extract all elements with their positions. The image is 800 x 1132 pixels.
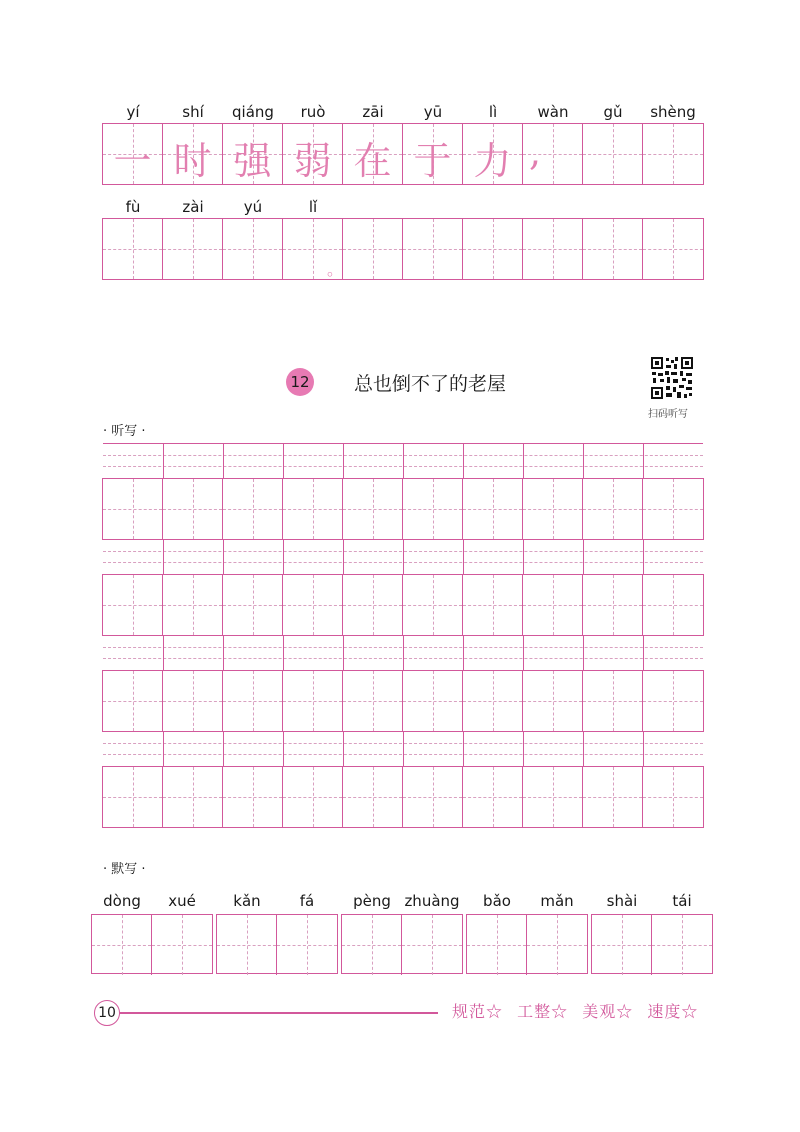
pinyin: qiáng (232, 103, 274, 121)
char-cell[interactable] (103, 767, 163, 827)
qr-caption: 扫码听写 (648, 409, 688, 420)
char-cell[interactable] (223, 479, 283, 539)
char-cell[interactable] (163, 575, 223, 635)
char-cell[interactable] (523, 671, 583, 731)
footer-divider (120, 1012, 438, 1014)
char-cell[interactable] (342, 915, 402, 975)
pinyin: kǎn (233, 892, 261, 910)
char-cell[interactable] (283, 671, 343, 731)
pinyin-writing-strip[interactable] (103, 731, 703, 767)
char-cell[interactable] (283, 219, 343, 279)
char-cell[interactable] (163, 219, 223, 279)
dictation-grid-row (102, 478, 704, 540)
pinyin: xué (168, 892, 196, 910)
criterion-neat[interactable]: 工整☆ (517, 1002, 569, 1021)
pinyin-writing-strip[interactable] (103, 539, 703, 575)
pinyin: ruò (300, 103, 326, 121)
char-cell[interactable] (643, 479, 703, 539)
char-cell[interactable] (283, 124, 343, 184)
qr-code-icon[interactable] (650, 356, 694, 400)
char-cell[interactable] (527, 915, 587, 975)
char-cell[interactable] (163, 671, 223, 731)
comma-char: , (529, 130, 542, 174)
char-cell[interactable] (343, 124, 403, 184)
char-cell[interactable] (103, 575, 163, 635)
char-cell[interactable] (103, 479, 163, 539)
char-cell[interactable] (283, 575, 343, 635)
char-cell[interactable] (583, 219, 643, 279)
pinyin: shí (182, 103, 204, 121)
pinyin: mǎn (540, 892, 574, 910)
pinyin: pèng (353, 892, 391, 910)
char-cell[interactable] (223, 219, 283, 279)
pinyin: lǐ (308, 198, 318, 216)
char: 时 (173, 139, 212, 183)
period-char: 。 (327, 260, 344, 279)
char-cell[interactable] (403, 767, 463, 827)
char-cell[interactable] (523, 767, 583, 827)
pinyin: tái (672, 892, 692, 910)
char-cell[interactable] (223, 124, 283, 184)
char-cell[interactable] (343, 767, 403, 827)
char-cell[interactable] (163, 124, 223, 184)
pinyin: yí (126, 103, 140, 121)
char-cell[interactable] (343, 575, 403, 635)
char-cell[interactable] (103, 124, 163, 184)
char-cell[interactable] (523, 575, 583, 635)
char-cell[interactable] (343, 671, 403, 731)
word-box (466, 914, 588, 974)
char-cell[interactable] (277, 915, 337, 975)
char-cell[interactable] (152, 915, 212, 975)
char-cell[interactable] (343, 219, 403, 279)
pinyin: zhuàng (404, 892, 460, 910)
char: 力 (473, 139, 512, 183)
pinyin: bǎo (483, 892, 511, 910)
pinyin: zāi (362, 103, 384, 121)
char-cell[interactable] (92, 915, 152, 975)
char-cell[interactable] (283, 767, 343, 827)
char: 一 (113, 139, 152, 183)
char: 强 (233, 139, 272, 183)
dictation-grid-row (102, 766, 704, 828)
criterion-standard[interactable]: 规范☆ (452, 1002, 504, 1021)
char-cell[interactable] (643, 671, 703, 731)
dictation-label: · 听写 · (103, 424, 146, 439)
pinyin-writing-strip[interactable] (103, 635, 703, 671)
char-cell[interactable] (463, 124, 523, 184)
char-cell[interactable] (643, 767, 703, 827)
char-cell[interactable] (523, 124, 583, 184)
char-cell[interactable] (643, 219, 703, 279)
criterion-speed[interactable]: 速度☆ (647, 1002, 699, 1021)
char-cell[interactable] (343, 479, 403, 539)
pinyin: fá (299, 892, 315, 910)
char-cell[interactable] (403, 575, 463, 635)
char-cell[interactable] (463, 575, 523, 635)
char-cell[interactable] (403, 479, 463, 539)
char-cell[interactable] (463, 671, 523, 731)
char-cell[interactable] (163, 767, 223, 827)
char-cell[interactable] (463, 479, 523, 539)
pinyin: yú (243, 198, 263, 216)
char-cell[interactable] (223, 767, 283, 827)
char-cell[interactable] (403, 671, 463, 731)
silent-writing-label: · 默写 · (103, 862, 146, 877)
pinyin: yū (423, 103, 443, 121)
char-cell[interactable] (402, 915, 462, 975)
lesson-title: 总也倒不了的老屋 (354, 373, 507, 395)
char-cell[interactable] (583, 124, 643, 184)
char-cell[interactable] (403, 219, 463, 279)
char-cell[interactable] (283, 479, 343, 539)
word-box (341, 914, 463, 974)
char-cell[interactable] (583, 575, 643, 635)
char-cell[interactable] (403, 124, 463, 184)
dictation-grid-row (102, 670, 704, 732)
pinyin: lì (488, 103, 498, 121)
word-box (216, 914, 338, 974)
char: 弱 (293, 139, 332, 183)
char-cell[interactable] (163, 479, 223, 539)
word-box (91, 914, 213, 974)
char: 于 (413, 139, 452, 183)
char-cell[interactable] (652, 915, 712, 975)
char-cell[interactable] (467, 915, 527, 975)
poem-row1-grid (102, 123, 704, 185)
word-box (591, 914, 713, 974)
poem-row2-grid (102, 218, 704, 280)
pinyin: dòng (103, 892, 141, 910)
char-cell[interactable] (643, 575, 703, 635)
char-cell[interactable] (217, 915, 277, 975)
char-cell[interactable] (523, 219, 583, 279)
pinyin: fù (125, 198, 141, 216)
pinyin: shèng (650, 103, 696, 121)
page-number: 10 (94, 1000, 120, 1026)
char-cell[interactable] (223, 671, 283, 731)
char-cell[interactable] (103, 671, 163, 731)
lesson-number-badge: 12 (286, 368, 314, 396)
char-cell[interactable] (463, 219, 523, 279)
evaluation-criteria (452, 999, 706, 1022)
char-cell[interactable] (223, 575, 283, 635)
dictation-grid-row (102, 574, 704, 636)
pinyin: wàn (537, 103, 569, 121)
pinyin: zài (182, 198, 204, 216)
char-cell[interactable] (583, 479, 643, 539)
pinyin: gǔ (603, 103, 623, 121)
char-cell[interactable] (583, 671, 643, 731)
char: 在 (353, 139, 392, 183)
char-cell[interactable] (592, 915, 652, 975)
char-cell[interactable] (643, 124, 703, 184)
pinyin-writing-strip[interactable] (103, 443, 703, 479)
char-cell[interactable] (103, 219, 163, 279)
char-cell[interactable] (583, 767, 643, 827)
pinyin: shài (606, 892, 638, 910)
char-cell[interactable] (463, 767, 523, 827)
criterion-beauty[interactable]: 美观☆ (582, 1002, 634, 1021)
char-cell[interactable] (523, 479, 583, 539)
